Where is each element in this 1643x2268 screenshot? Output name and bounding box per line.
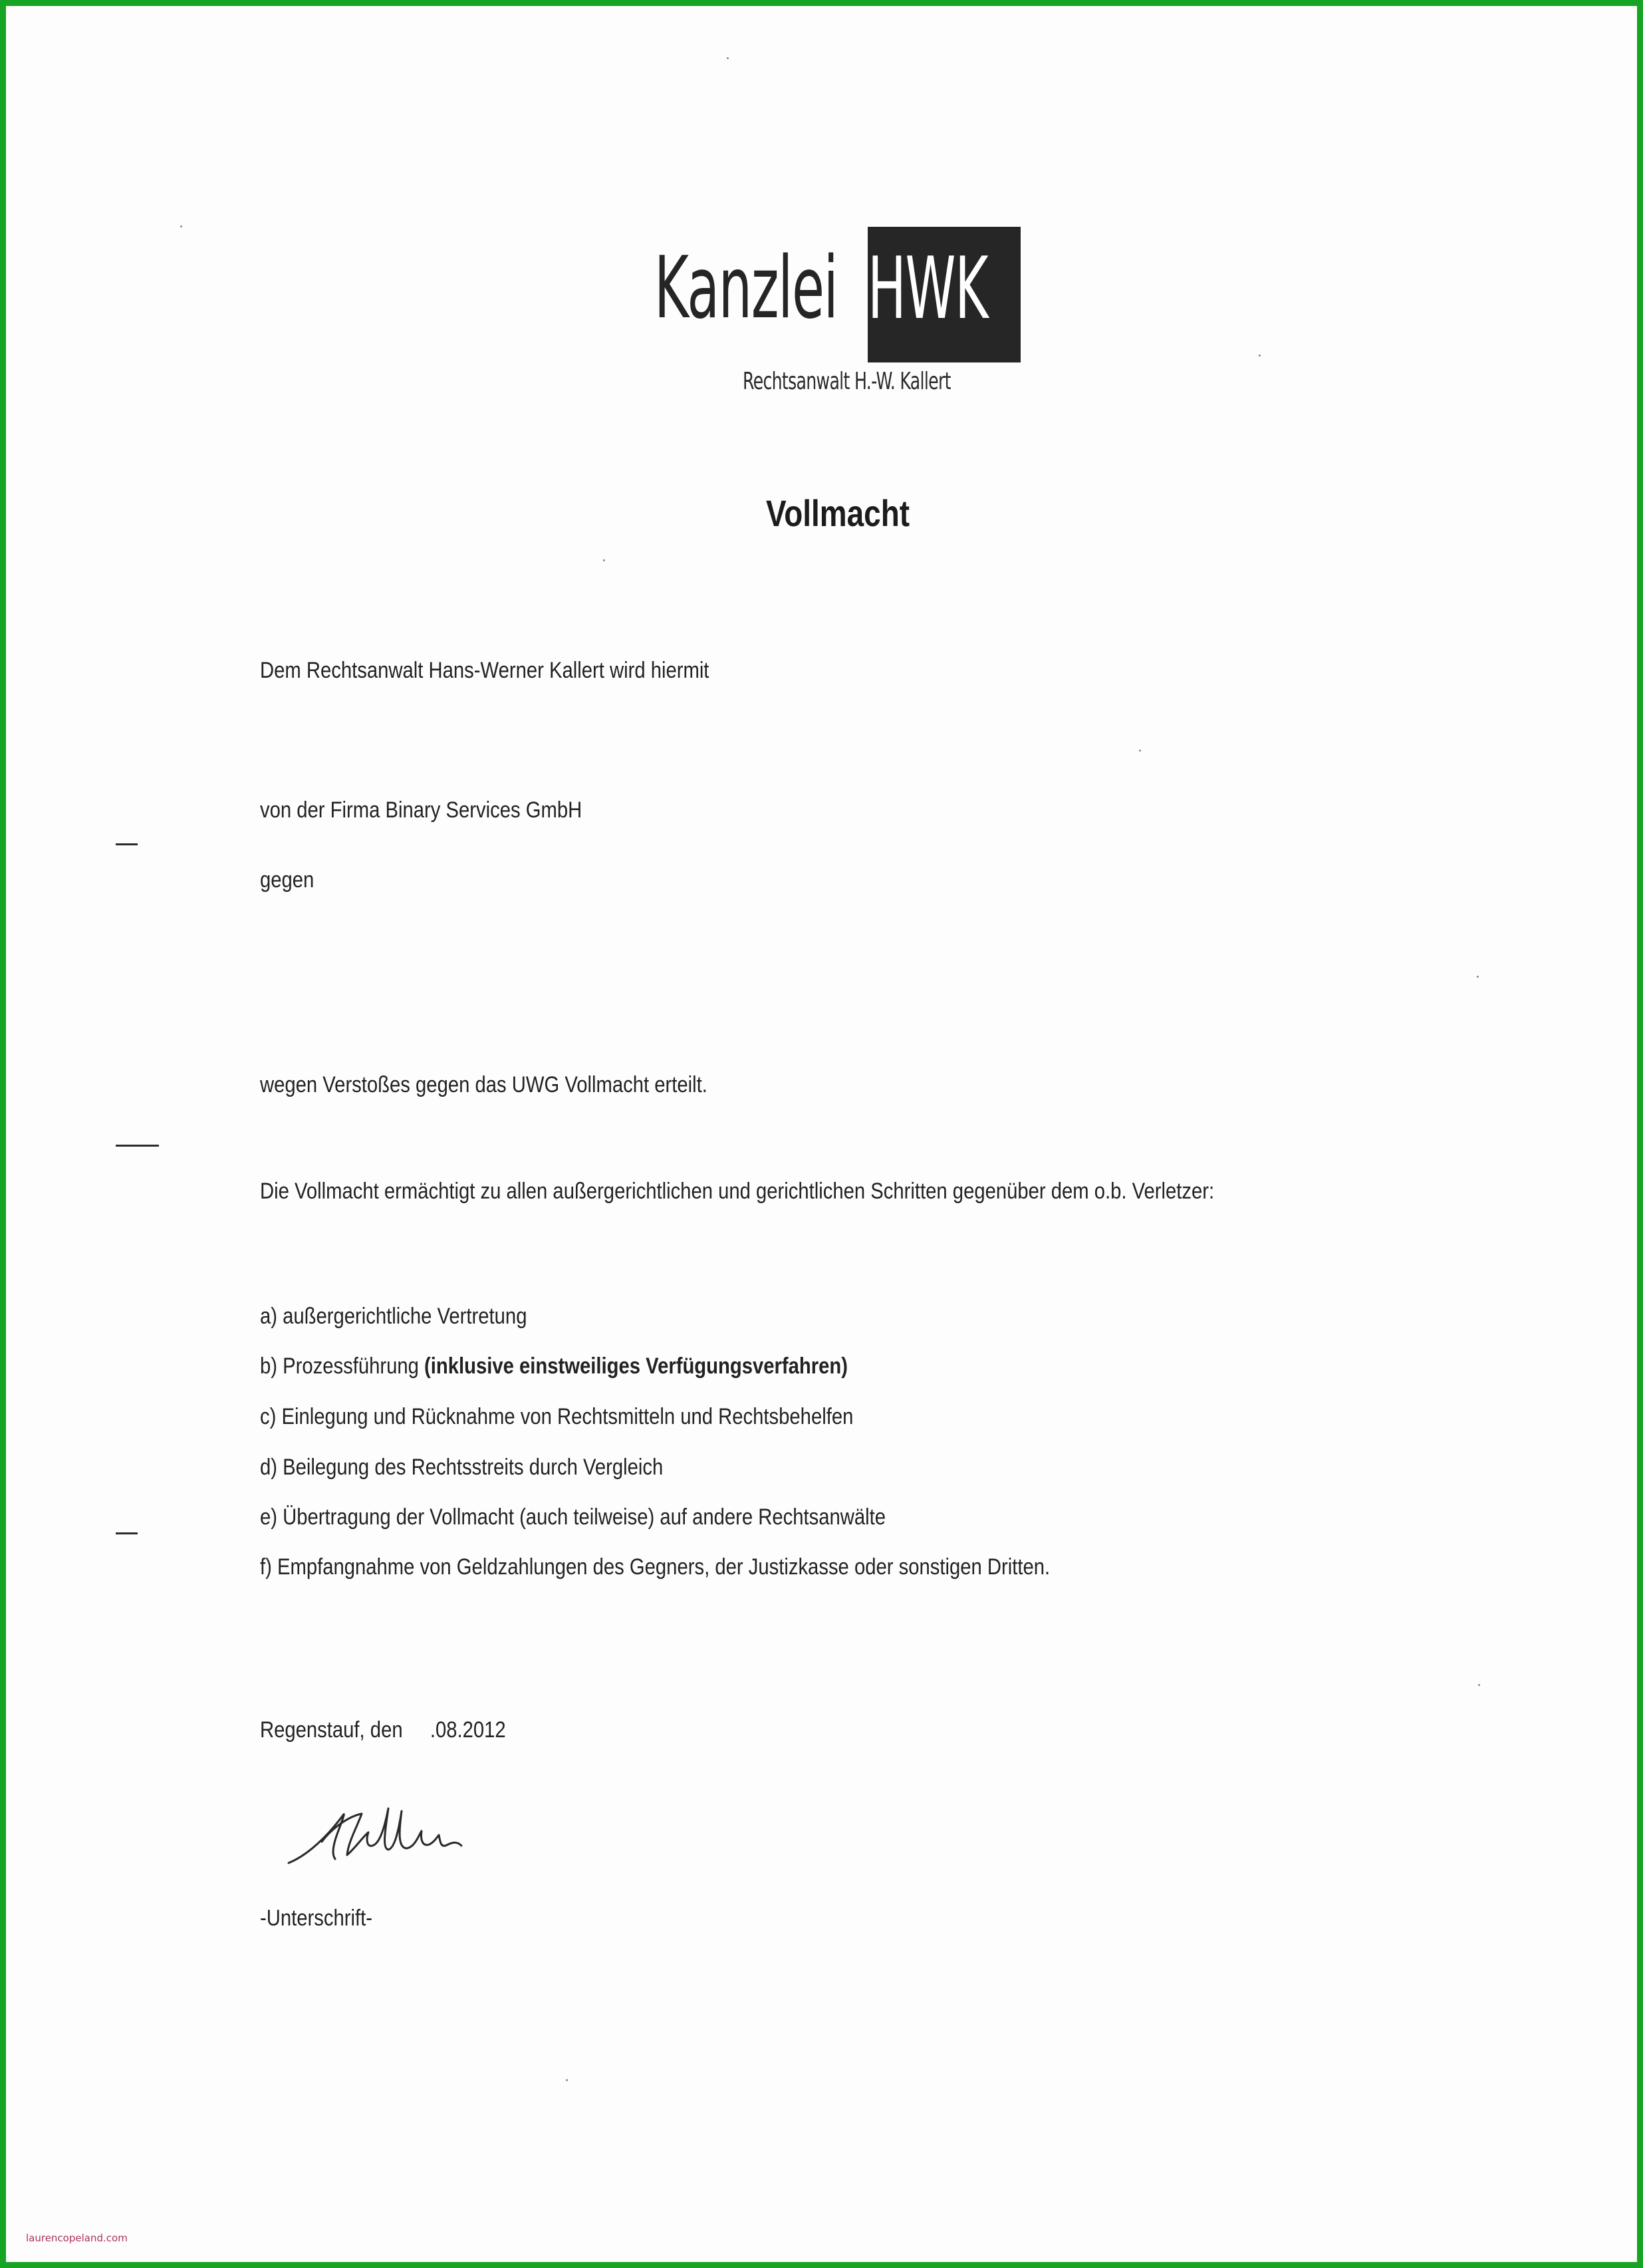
place-date-prefix: Regenstauf, den (260, 1717, 403, 1743)
list-item (260, 1351, 848, 1381)
scope-line: Die Vollmacht ermächtigt zu allen außergerichtlichen und gerichtlichen Schritten gegenüber dem o.b. Verletzer: (260, 1179, 1215, 1204)
scan-speck (1477, 976, 1479, 978)
list-item: a) außergerichtliche Vertretung (260, 1304, 527, 1329)
place-date-value: .08.2012 (430, 1717, 506, 1743)
document-title: Vollmacht (766, 492, 910, 534)
margin-mark (116, 1532, 138, 1534)
list-item-text: b) Prozessführung (260, 1353, 425, 1379)
list-item-bold-text: (inklusive einstweiliges Verfügungsverfahren) (424, 1353, 848, 1379)
margin-mark (116, 843, 138, 845)
signature-caption: -Unterschrift- (260, 1906, 372, 1931)
scan-speck (603, 559, 605, 561)
list-item: c) Einlegung und Rücknahme von Rechtsmitteln und Rechtsbehelfen (260, 1404, 854, 1429)
logo-wordmark: Kanzlei (654, 239, 838, 338)
list-item: d) Beilegung des Rechtsstreits durch Vergleich (260, 1455, 664, 1480)
scan-speck (727, 57, 729, 59)
scan-speck (180, 225, 182, 227)
against-line: gegen (260, 867, 315, 893)
list-item: e) Übertragung der Vollmacht (auch teilweise) auf andere Rechtsanwälte (260, 1504, 886, 1530)
scan-speck (566, 2079, 568, 2081)
intro-line: Dem Rechtsanwalt Hans-Werner Kallert wird hiermit (260, 658, 709, 683)
place-date-line (260, 1715, 506, 1745)
list-item: f) Empfangnahme von Geldzahlungen des Gegners, der Justizkasse oder sonstigen Dritten. (260, 1554, 1051, 1580)
scan-speck (1259, 354, 1261, 356)
handwritten-signature (282, 1802, 481, 1875)
company-line: von der Firma Binary Services GmbH (260, 797, 582, 823)
watermark-text: laurencopeland.com (26, 2232, 128, 2244)
logo-box (868, 227, 1021, 362)
scan-speck (1139, 750, 1141, 752)
reason-line: wegen Verstoßes gegen das UWG Vollmacht erteilt. (260, 1072, 707, 1097)
margin-mark (116, 1145, 159, 1147)
logo-subtitle: Rechtsanwalt H.-W. Kallert (743, 368, 951, 395)
logo-box-text: HWK (868, 239, 988, 339)
scan-speck (1478, 1684, 1480, 1686)
